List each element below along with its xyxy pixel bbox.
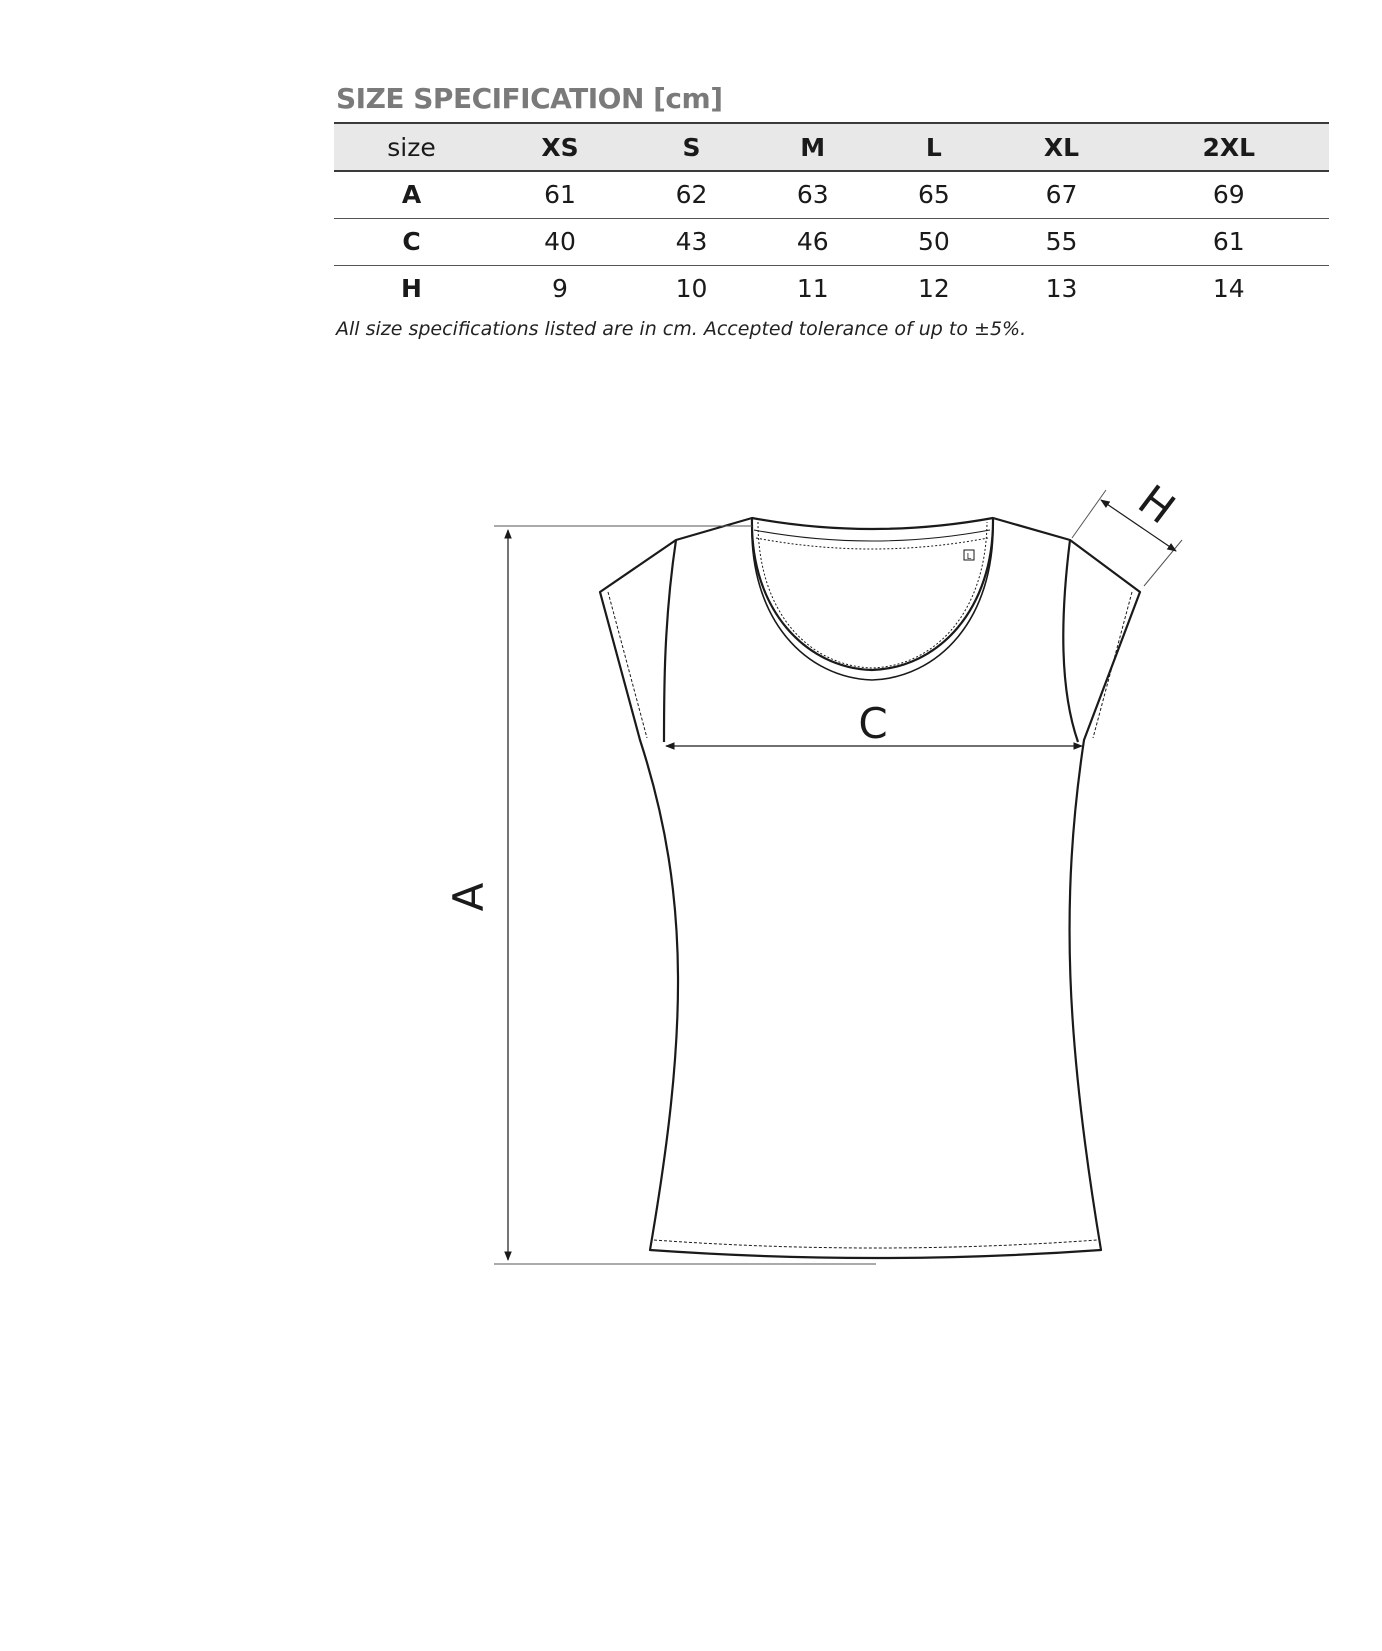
label-c: C <box>858 699 888 748</box>
column-header: S <box>682 132 701 162</box>
column-header: M <box>800 132 826 162</box>
table-cell: 69 <box>1212 180 1245 210</box>
table-cell: 14 <box>1212 274 1245 304</box>
table-cell: 61 <box>544 180 576 210</box>
size-tag-label: L <box>966 552 972 561</box>
table-cell: 10 <box>675 274 708 304</box>
label-a: A <box>444 882 493 912</box>
table-cell: 67 <box>1045 180 1078 210</box>
table-cell: 62 <box>675 180 708 210</box>
table-cell: 12 <box>917 274 950 304</box>
column-header: XS <box>541 132 579 162</box>
table-cell: 40 <box>544 227 576 256</box>
column-header: L <box>925 132 942 162</box>
row-label: H <box>401 274 422 304</box>
hem-stitching <box>608 592 1132 1248</box>
dimension-a <box>444 526 876 1264</box>
column-header-size: size <box>387 132 436 162</box>
table-cell: 9 <box>552 274 568 304</box>
dimension-c <box>666 699 1082 748</box>
tolerance-note: All size specifications listed are in cm. Accepted tolerance of up to ±5%. <box>336 318 1027 340</box>
neckline-stitching <box>752 518 993 680</box>
table-cell: 55 <box>1045 227 1078 256</box>
page-title: SIZE SPECIFICATION [cm] <box>336 82 723 115</box>
table-cell: 46 <box>796 227 829 256</box>
row-label: A <box>401 180 422 210</box>
table-cell: 65 <box>917 180 950 210</box>
table-cell: 11 <box>796 274 829 304</box>
column-header: XL <box>1043 132 1080 162</box>
table-cell: 13 <box>1045 274 1078 304</box>
row-label: C <box>402 227 421 256</box>
column-header: 2XL <box>1202 132 1256 162</box>
label-h: H <box>1129 475 1185 534</box>
dimension-h <box>1072 475 1184 586</box>
table-cell: 63 <box>796 180 829 210</box>
tshirt-outline <box>600 518 1140 1258</box>
table-cell: 50 <box>917 227 950 256</box>
table-cell: 61 <box>1212 227 1245 256</box>
table-cell: 43 <box>675 227 708 256</box>
